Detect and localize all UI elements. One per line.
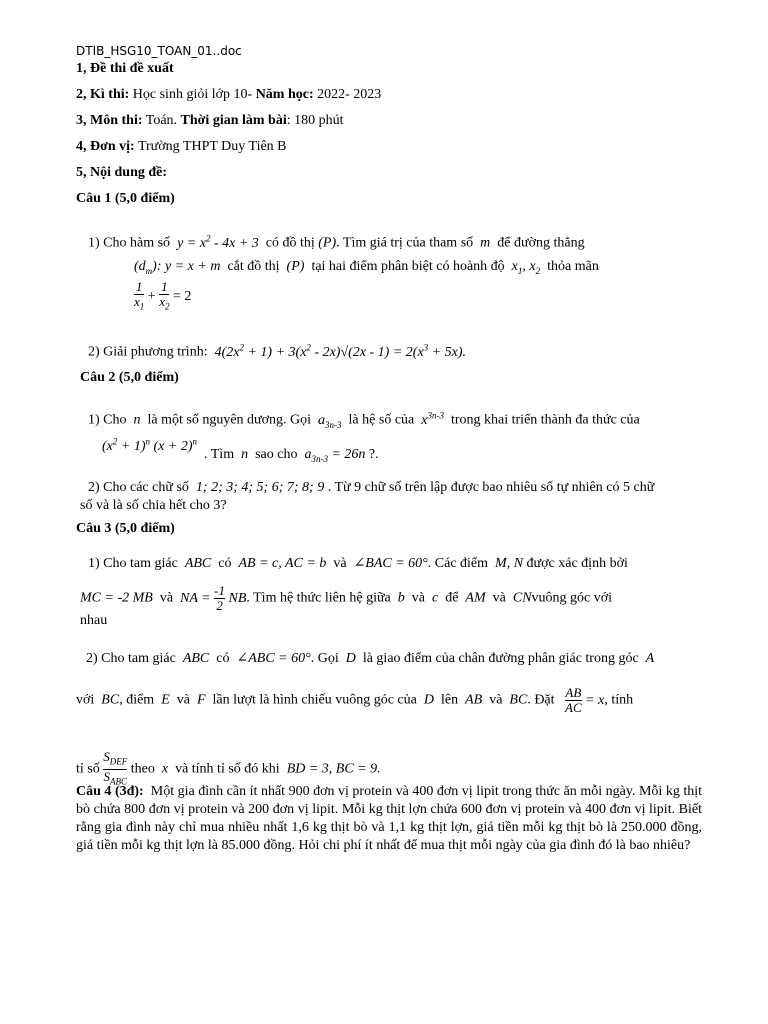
time-label: Thời gian làm bài: [180, 113, 287, 128]
q1-title: Câu 1 (5,0 điểm): [76, 191, 175, 206]
q1-part2: 2) Giải phương trình: $4(2x^2 + 1) + 3(x^2 - 2x)√(2x - 1) = 2(x^3 + 5x)$.: [88, 342, 466, 360]
subject-label: 3, Môn thi:: [76, 113, 143, 128]
q2-part2-line2: số và là số chia hết cho 3?: [80, 498, 227, 513]
q3-part2-line1: 2) Cho tam giác ABC có ∠ABC = 60°. Gọi D là giao điểm của chân đường phân giác trong góc A: [86, 651, 655, 666]
year-value: 2022- 2023: [317, 87, 382, 102]
header-line-3: [76, 112, 344, 130]
unit-label: 4, Đơn vị:: [76, 139, 135, 154]
header-line-5: 5, Nội dung đề:: [76, 165, 168, 180]
q3-part2-line2: với BC, điểm E và F lần lượt là hình chiếu vuông góc của D lên AB và BC. Đặt $\frac{AB}{AC}$ = x, tính: [76, 685, 634, 715]
q2-polynomial: $(x^2 + 1)^n$ $(x + 2)^n$: [102, 436, 197, 454]
q2-title: Câu 2 (5,0 điểm): [80, 370, 179, 385]
q3-part2-line3: tỉ số $\frac{S_{DEF}}{S_{ABC}}$ theo x và tính tỉ số đó khi BD = 3, BC = 9.: [76, 749, 381, 787]
q1-condition-formula: $\frac{1}{x_1}$ + $\frac{1}{x_2}$ = 2: [134, 279, 192, 312]
q1-part1-line2: $(d_m)$: y = x + m cắt đồ thị (P) tại hai điểm phân biệt có hoành độ $x_1$, $x_2$ thỏa mãn: [134, 259, 599, 276]
q3-part1-line1: 1) Cho tam giác ABC có AB = c, AC = b và ∠BAC = 60°. Các điểm M, N được xác định bởi: [88, 556, 628, 571]
header-line-1: 1, Đề thi đề xuất: [76, 61, 174, 76]
q2-part2-line1: 2) Cho các chữ số 1; 2; 3; 4; 5; 6; 7; 8; 9 . Từ 9 chữ số trên lập được bao nhiêu số tự nhiên có 5 chữ: [88, 480, 655, 495]
function-formula: $y = x^2 - 4x + 3$: [173, 233, 263, 251]
equation-formula: $4(2x^2 + 1) + 3(x^2 - 2x)√(2x - 1) = 2(x^3 + 5x)$.: [211, 342, 466, 360]
header-line-4: [76, 138, 287, 156]
exam-value: Học sinh giỏi lớp 10-: [132, 87, 253, 102]
q4-title: Câu 4 (3đ):: [76, 784, 144, 799]
q2-part1-line1: 1) Cho n là một số nguyên dương. Gọi $a_{3n-3}$ là hệ số của $x^{3n-3}$ trong khai triển thành đa thức của: [88, 410, 640, 430]
q4-paragraph: [76, 783, 702, 855]
unit-value: Trường THPT Duy Tiên B: [137, 139, 287, 154]
exam-label: 2, Kì thi:: [76, 87, 130, 102]
q2-part1-line2: . Tìm n sao cho $a_{3n-3} = 26n$ ?.: [204, 447, 379, 464]
header-line-2: [76, 86, 381, 104]
q3-part1-line2: MC = -2 MB và NA = $\frac{-1}{2}$ NB. Tìm hệ thức liên hệ giữa b và c để AM và CNvuông góc với: [80, 583, 613, 613]
year-label: Năm học:: [255, 87, 314, 102]
subject-value: Toán.: [145, 113, 178, 128]
time-value: : 180 phút: [286, 113, 344, 128]
q3-title: Câu 3 (5,0 điểm): [76, 521, 175, 536]
q3-part1-line3: nhau: [80, 613, 108, 628]
q4-text: Một gia đình cần ít nhất 900 đơn vị protein và 400 đơn vị lipit trong thức ăn mỗi ngày. Mỗi kg thịt bò chứa 800 đơn vị protein và 200 đơn vị lipit. Mỗi kg thịt lợn chứa 600 đơn vị protein và 400 đơn vị lipit. Biết rằng gia đình này chỉ mua nhiều nhất 1,6 kg thịt bò và 1,1 kg thịt lợn, giá tiền mỗi kg thịt bò là 250.000 đồng, giá tiền mỗi kg thịt lợn là 85.000 đồng. Hỏi chi phí ít nhất để mua thịt mỗi ngày của gia đình đó là bao nhiêu?: [76, 784, 703, 853]
document-filename: DTIB_HSG10_TOAN_01..doc: [76, 44, 242, 58]
q1-part1-line1: 1) Cho hàm số $y = x^2 - 4x + 3$ có đồ thị (P). Tìm giá trị của tham số m để đường thẳng: [88, 233, 585, 251]
